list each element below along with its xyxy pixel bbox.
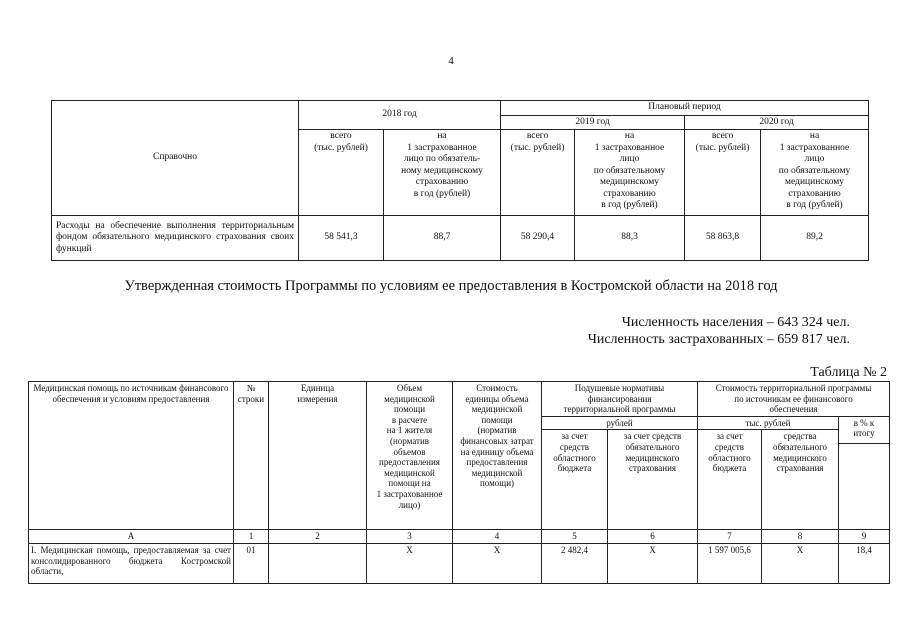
- header-year-2019: 2019 год: [501, 115, 685, 130]
- population-count: Численность населения – 643 324 чел.: [621, 315, 850, 330]
- header-per-capita-budget: за счет средств областного бюджета: [542, 430, 608, 530]
- header-unit-cost: Стоимость единицы объема медицинской помощи (норматив финансовых затрат на единицу объема предоставления медицинской помощи): [453, 382, 542, 530]
- row-percent: 18,4: [839, 543, 890, 583]
- column-number-4: 4: [453, 530, 542, 544]
- value-2019-total: 58 290,4: [501, 216, 575, 261]
- header-planned-period: Плановый период: [501, 101, 869, 116]
- insured-count: Численность застрахованных – 659 817 чел.: [587, 332, 850, 347]
- column-number-9: 9: [839, 530, 890, 544]
- value-2020-per-insured: 89,2: [761, 216, 869, 261]
- row-unit-cost: Х: [453, 543, 542, 583]
- row-volume: Х: [367, 543, 453, 583]
- row-per-capita-budget: 2 482,4: [542, 543, 608, 583]
- value-2018-per-insured: 88,7: [384, 216, 501, 261]
- header-percent-spacer: [839, 444, 890, 530]
- column-number-8: 8: [762, 530, 839, 544]
- header-2020-per-insured: на 1 застрахованное лицо по обязательному медицинскому страхованию в год (рублей): [761, 130, 869, 216]
- value-2018-total: 58 541,3: [299, 216, 384, 261]
- column-number-1: 1: [234, 530, 269, 544]
- header-2020-total: всего (тыс. рублей): [685, 130, 761, 216]
- program-cost-table: [28, 381, 890, 584]
- header-cost-oms: средства обязательного медицинского страхования: [762, 430, 839, 530]
- header-rubles: рублей: [542, 416, 698, 430]
- header-2019-per-insured: на 1 застрахованное лицо по обязательному медицинскому страхованию в год (рублей): [575, 130, 685, 216]
- header-2018-total: всего (тыс. рублей): [299, 130, 384, 216]
- column-number-6: 6: [608, 530, 698, 544]
- reference-expenses-table: [51, 100, 869, 261]
- column-number-7: 7: [698, 530, 762, 544]
- table-number: Таблица № 2: [810, 365, 887, 380]
- page-number: 4: [448, 55, 454, 67]
- header-unit: Единица измерения: [269, 382, 367, 530]
- header-2019-total: всего (тыс. рублей): [501, 130, 575, 216]
- header-year-2020: 2020 год: [685, 115, 869, 130]
- table-row: [29, 543, 890, 583]
- row-cost-oms: Х: [762, 543, 839, 583]
- row-per-capita-oms: Х: [608, 543, 698, 583]
- header-2018-per-insured: на 1 застрахованное лицо по обязатель- ному медицинскому страхованию в год (рублей): [384, 130, 501, 216]
- value-2020-total: 58 863,8: [685, 216, 761, 261]
- column-number-a: А: [29, 530, 234, 544]
- value-2019-per-insured: 88,3: [575, 216, 685, 261]
- header-reference: Справочно: [52, 101, 299, 216]
- header-percent-of-total: в % к итогу: [839, 416, 890, 444]
- document-title: Утвержденная стоимость Программы по условиям ее предоставления в Костромской области на 2018 год: [124, 278, 778, 294]
- column-number-5: 5: [542, 530, 608, 544]
- column-number-2: 2: [269, 530, 367, 544]
- header-year-2018: 2018 год: [299, 101, 501, 130]
- expenses-row-label: Расходы на обеспечение выполнения территориальным фондом обязательного медицинского страхования своих функций: [52, 216, 299, 261]
- row-unit: [269, 543, 367, 583]
- header-thousand-rubles: тыс. рублей: [698, 416, 839, 430]
- header-cost-budget: за счет средств областного бюджета: [698, 430, 762, 530]
- header-row-number: № строки: [234, 382, 269, 530]
- row-label-consolidated-budget: I. Медицинская помощь, предоставляемая за счет консолидированного бюджета Костромской области,: [29, 543, 234, 583]
- header-per-capita-oms: за счет средств обязательного медицинского страхования: [608, 430, 698, 530]
- header-volume: Объем медицинской помощи в расчете на 1 жителя (норматив объемов предоставления медицинской помощи на 1 застрахованное лицо): [367, 382, 453, 530]
- column-number-3: 3: [367, 530, 453, 544]
- row-number: 01: [234, 543, 269, 583]
- header-medical-care: Медицинская помощь по источникам финансового обеспечения и условиям предоставления: [29, 382, 234, 530]
- header-program-cost: Стоимость территориальной программы по источникам ее финансового обеспечения: [698, 382, 890, 417]
- header-per-capita-norms: Подушевые нормативы финансирования территориальной программы: [542, 382, 698, 417]
- row-cost-budget: 1 597 005,6: [698, 543, 762, 583]
